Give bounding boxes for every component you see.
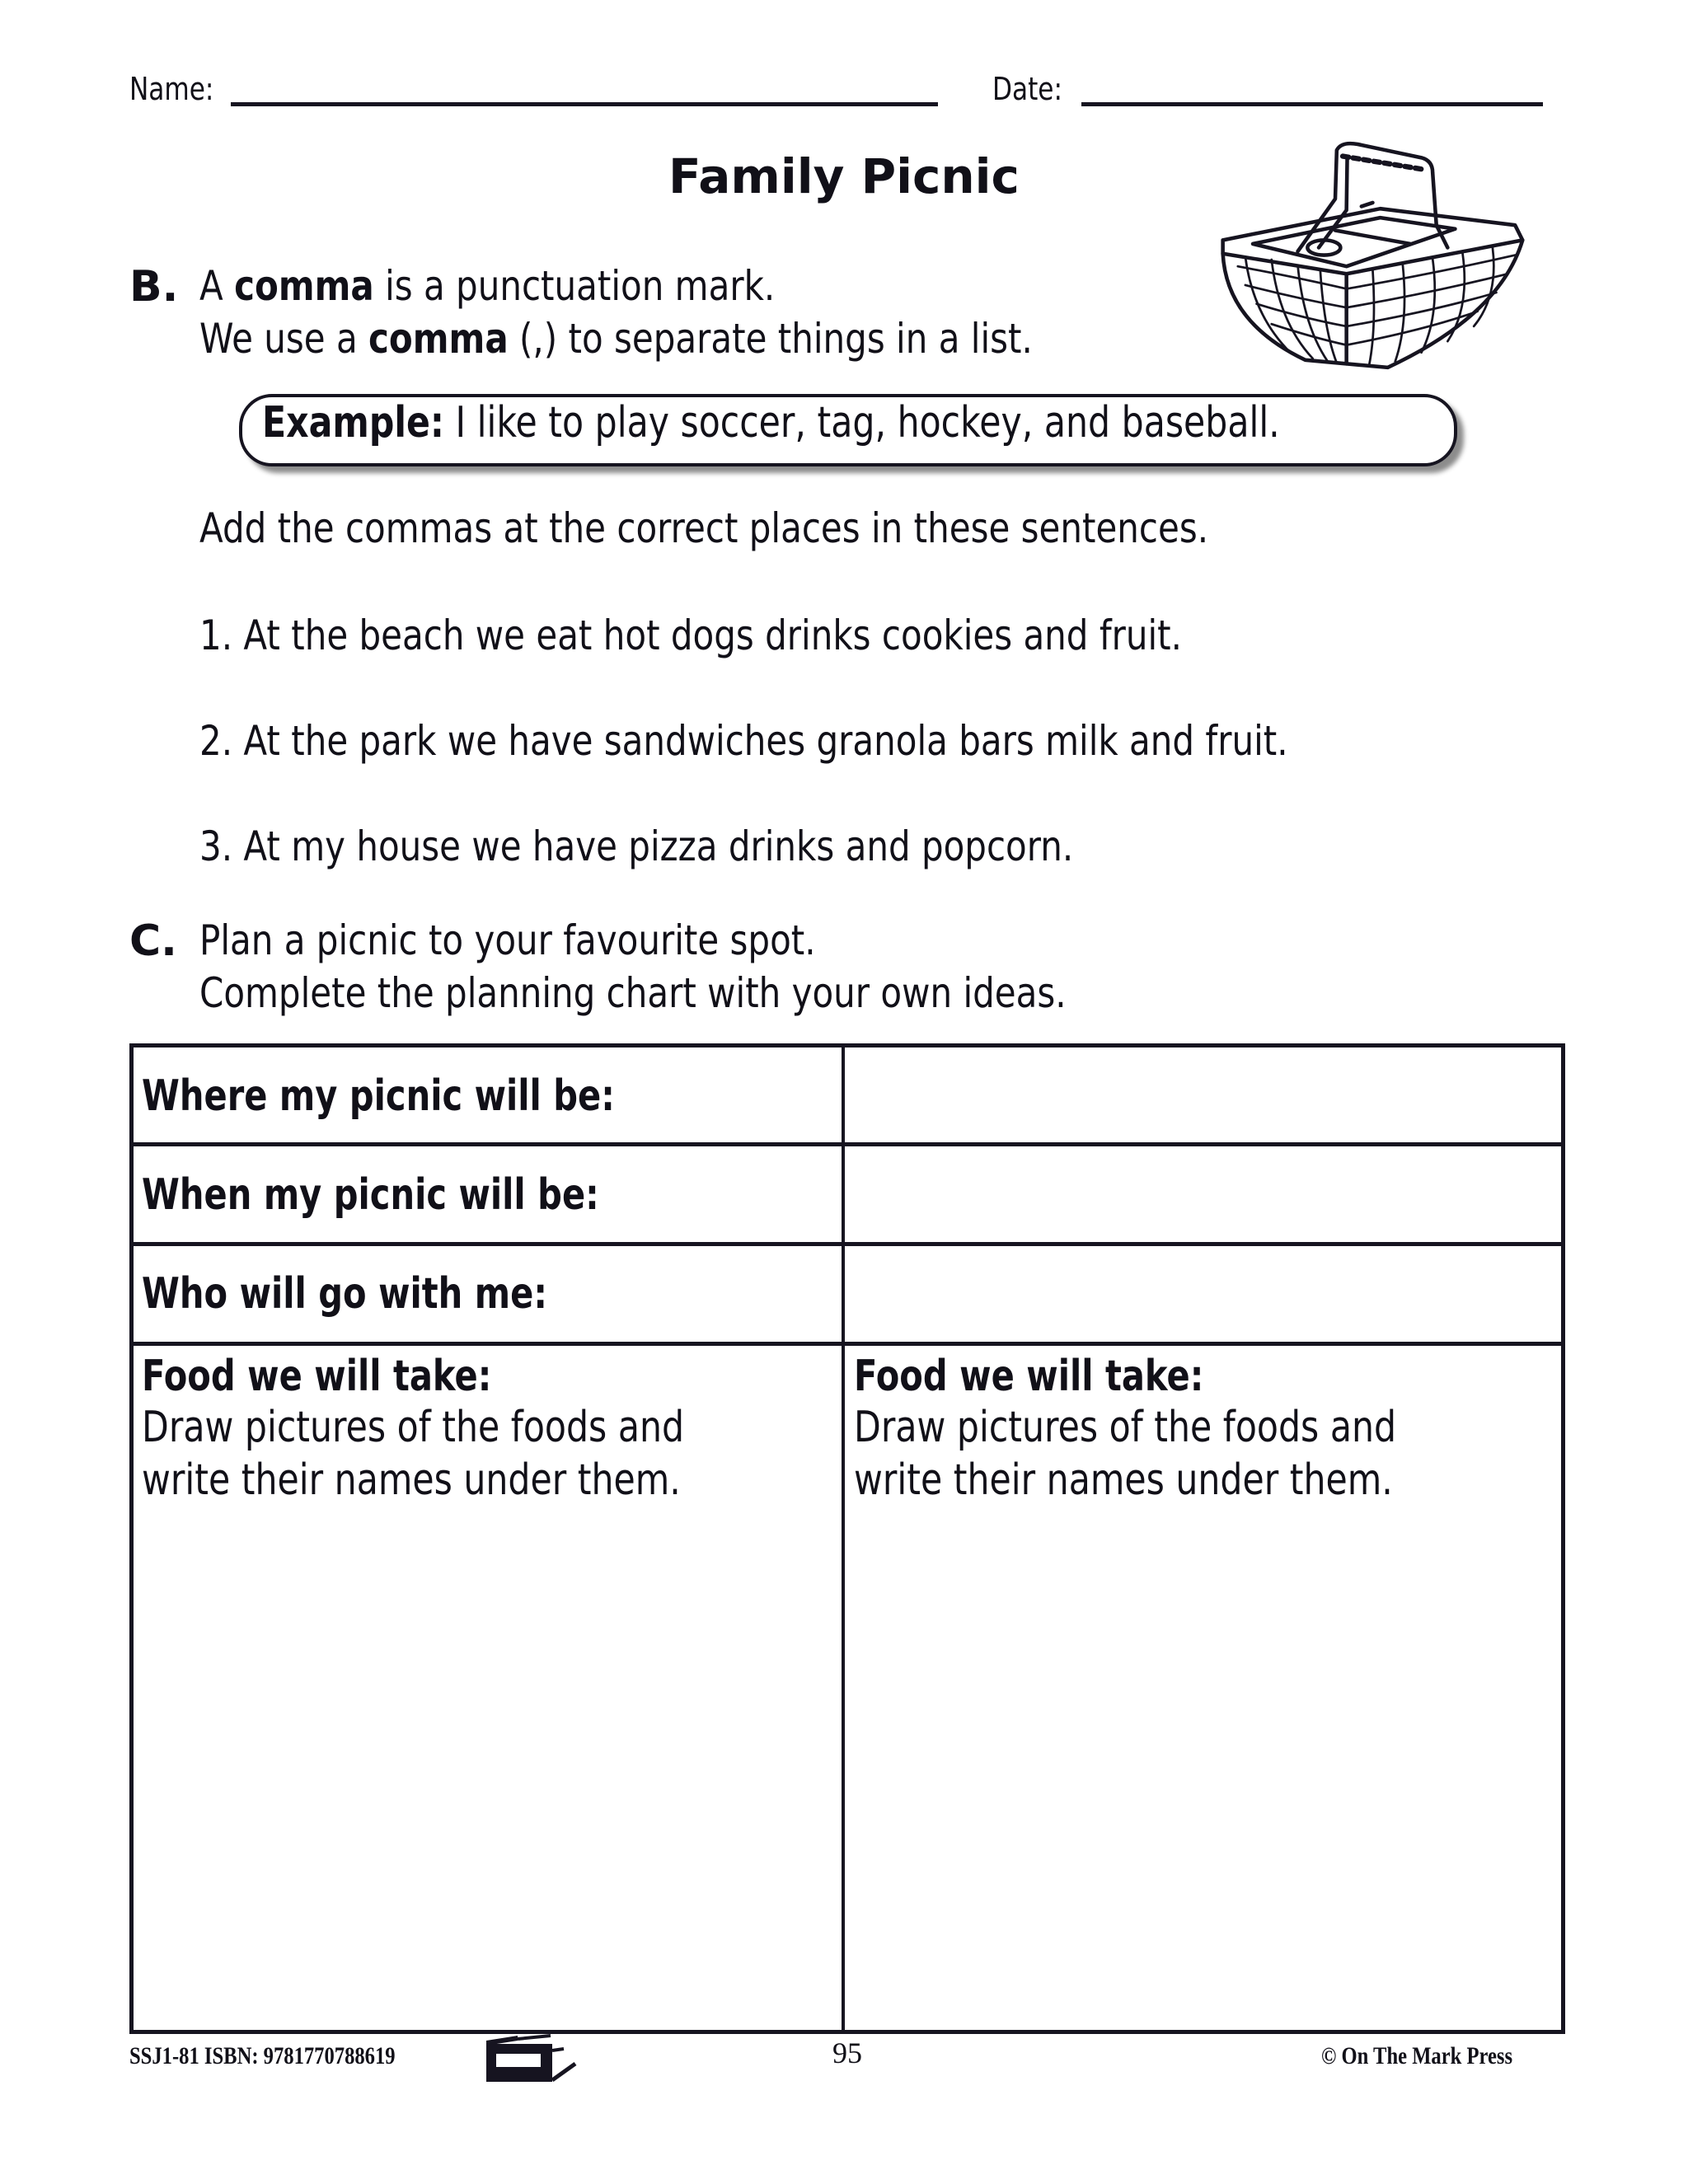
- name-label: Name:: [129, 71, 214, 107]
- food-instruction-1: Draw pictures of the foods and: [142, 1403, 685, 1452]
- row-divider: [129, 1142, 1561, 1146]
- bold-term: comma: [234, 262, 374, 310]
- bold-term: comma: [368, 315, 509, 363]
- answer-cell-where[interactable]: [849, 1051, 1554, 1140]
- section-c-line1: Plan a picnic to your favourite spot.: [199, 916, 816, 964]
- column-divider: [842, 1043, 845, 2030]
- example-label: Example:: [262, 398, 444, 448]
- name-field[interactable]: [231, 102, 938, 106]
- food-cell-right[interactable]: [854, 1352, 1516, 1507]
- example-text: [262, 398, 1280, 448]
- section-c-letter: C.: [129, 916, 177, 966]
- footer-code: SSJ1-81 ISBN: 9781770788619: [129, 2042, 396, 2069]
- sentence-1: 1. At the beach we eat hot dogs drinks cookies and fruit.: [199, 612, 1182, 659]
- text: is a punctuation mark.: [373, 262, 776, 310]
- section-b-line2: [199, 315, 1033, 363]
- text: A: [199, 262, 235, 310]
- food-instruction-2: write their names under them.: [854, 1455, 1393, 1505]
- page-number: 95: [832, 2036, 862, 2069]
- food-label: Food we will take:: [142, 1352, 492, 1401]
- date-field[interactable]: [1081, 102, 1543, 106]
- row-divider: [129, 1242, 1561, 1246]
- row-label-where: Where my picnic will be:: [142, 1071, 615, 1121]
- section-c-line2: Complete the planning chart with your own ideas.: [199, 969, 1067, 1017]
- row-divider: [129, 1342, 1561, 1346]
- row-label-when: When my picnic will be:: [142, 1170, 599, 1220]
- sentence-2: 2. At the park we have sandwiches granola bars milk and fruit.: [199, 717, 1288, 765]
- food-instruction-2: write their names under them.: [142, 1455, 681, 1505]
- food-label: Food we will take:: [854, 1352, 1204, 1401]
- copyright: © On The Mark Press: [1321, 2042, 1513, 2069]
- answer-cell-when[interactable]: [849, 1150, 1554, 1239]
- example-sentence: I like to play soccer, tag, hockey, and baseball.: [443, 398, 1280, 448]
- date-label: Date:: [992, 71, 1062, 107]
- page-title: Family Picnic: [668, 148, 1020, 204]
- section-b-letter: B.: [129, 262, 179, 312]
- picnic-basket-icon: [1203, 128, 1550, 375]
- row-label-who: Who will go with me:: [142, 1269, 547, 1319]
- instruction-text: Add the commas at the correct places in these sentences.: [199, 504, 1209, 552]
- food-cell-left[interactable]: [142, 1352, 804, 1507]
- section-b-line1: [199, 262, 775, 310]
- food-instruction-1: Draw pictures of the foods and: [854, 1403, 1397, 1452]
- text: (,) to separate things in a list.: [508, 315, 1033, 363]
- sentence-3: 3. At my house we have pizza drinks and popcorn.: [199, 823, 1074, 870]
- photocopier-icon: [485, 2034, 584, 2083]
- answer-cell-who[interactable]: [849, 1249, 1554, 1338]
- text: We use a: [199, 315, 369, 363]
